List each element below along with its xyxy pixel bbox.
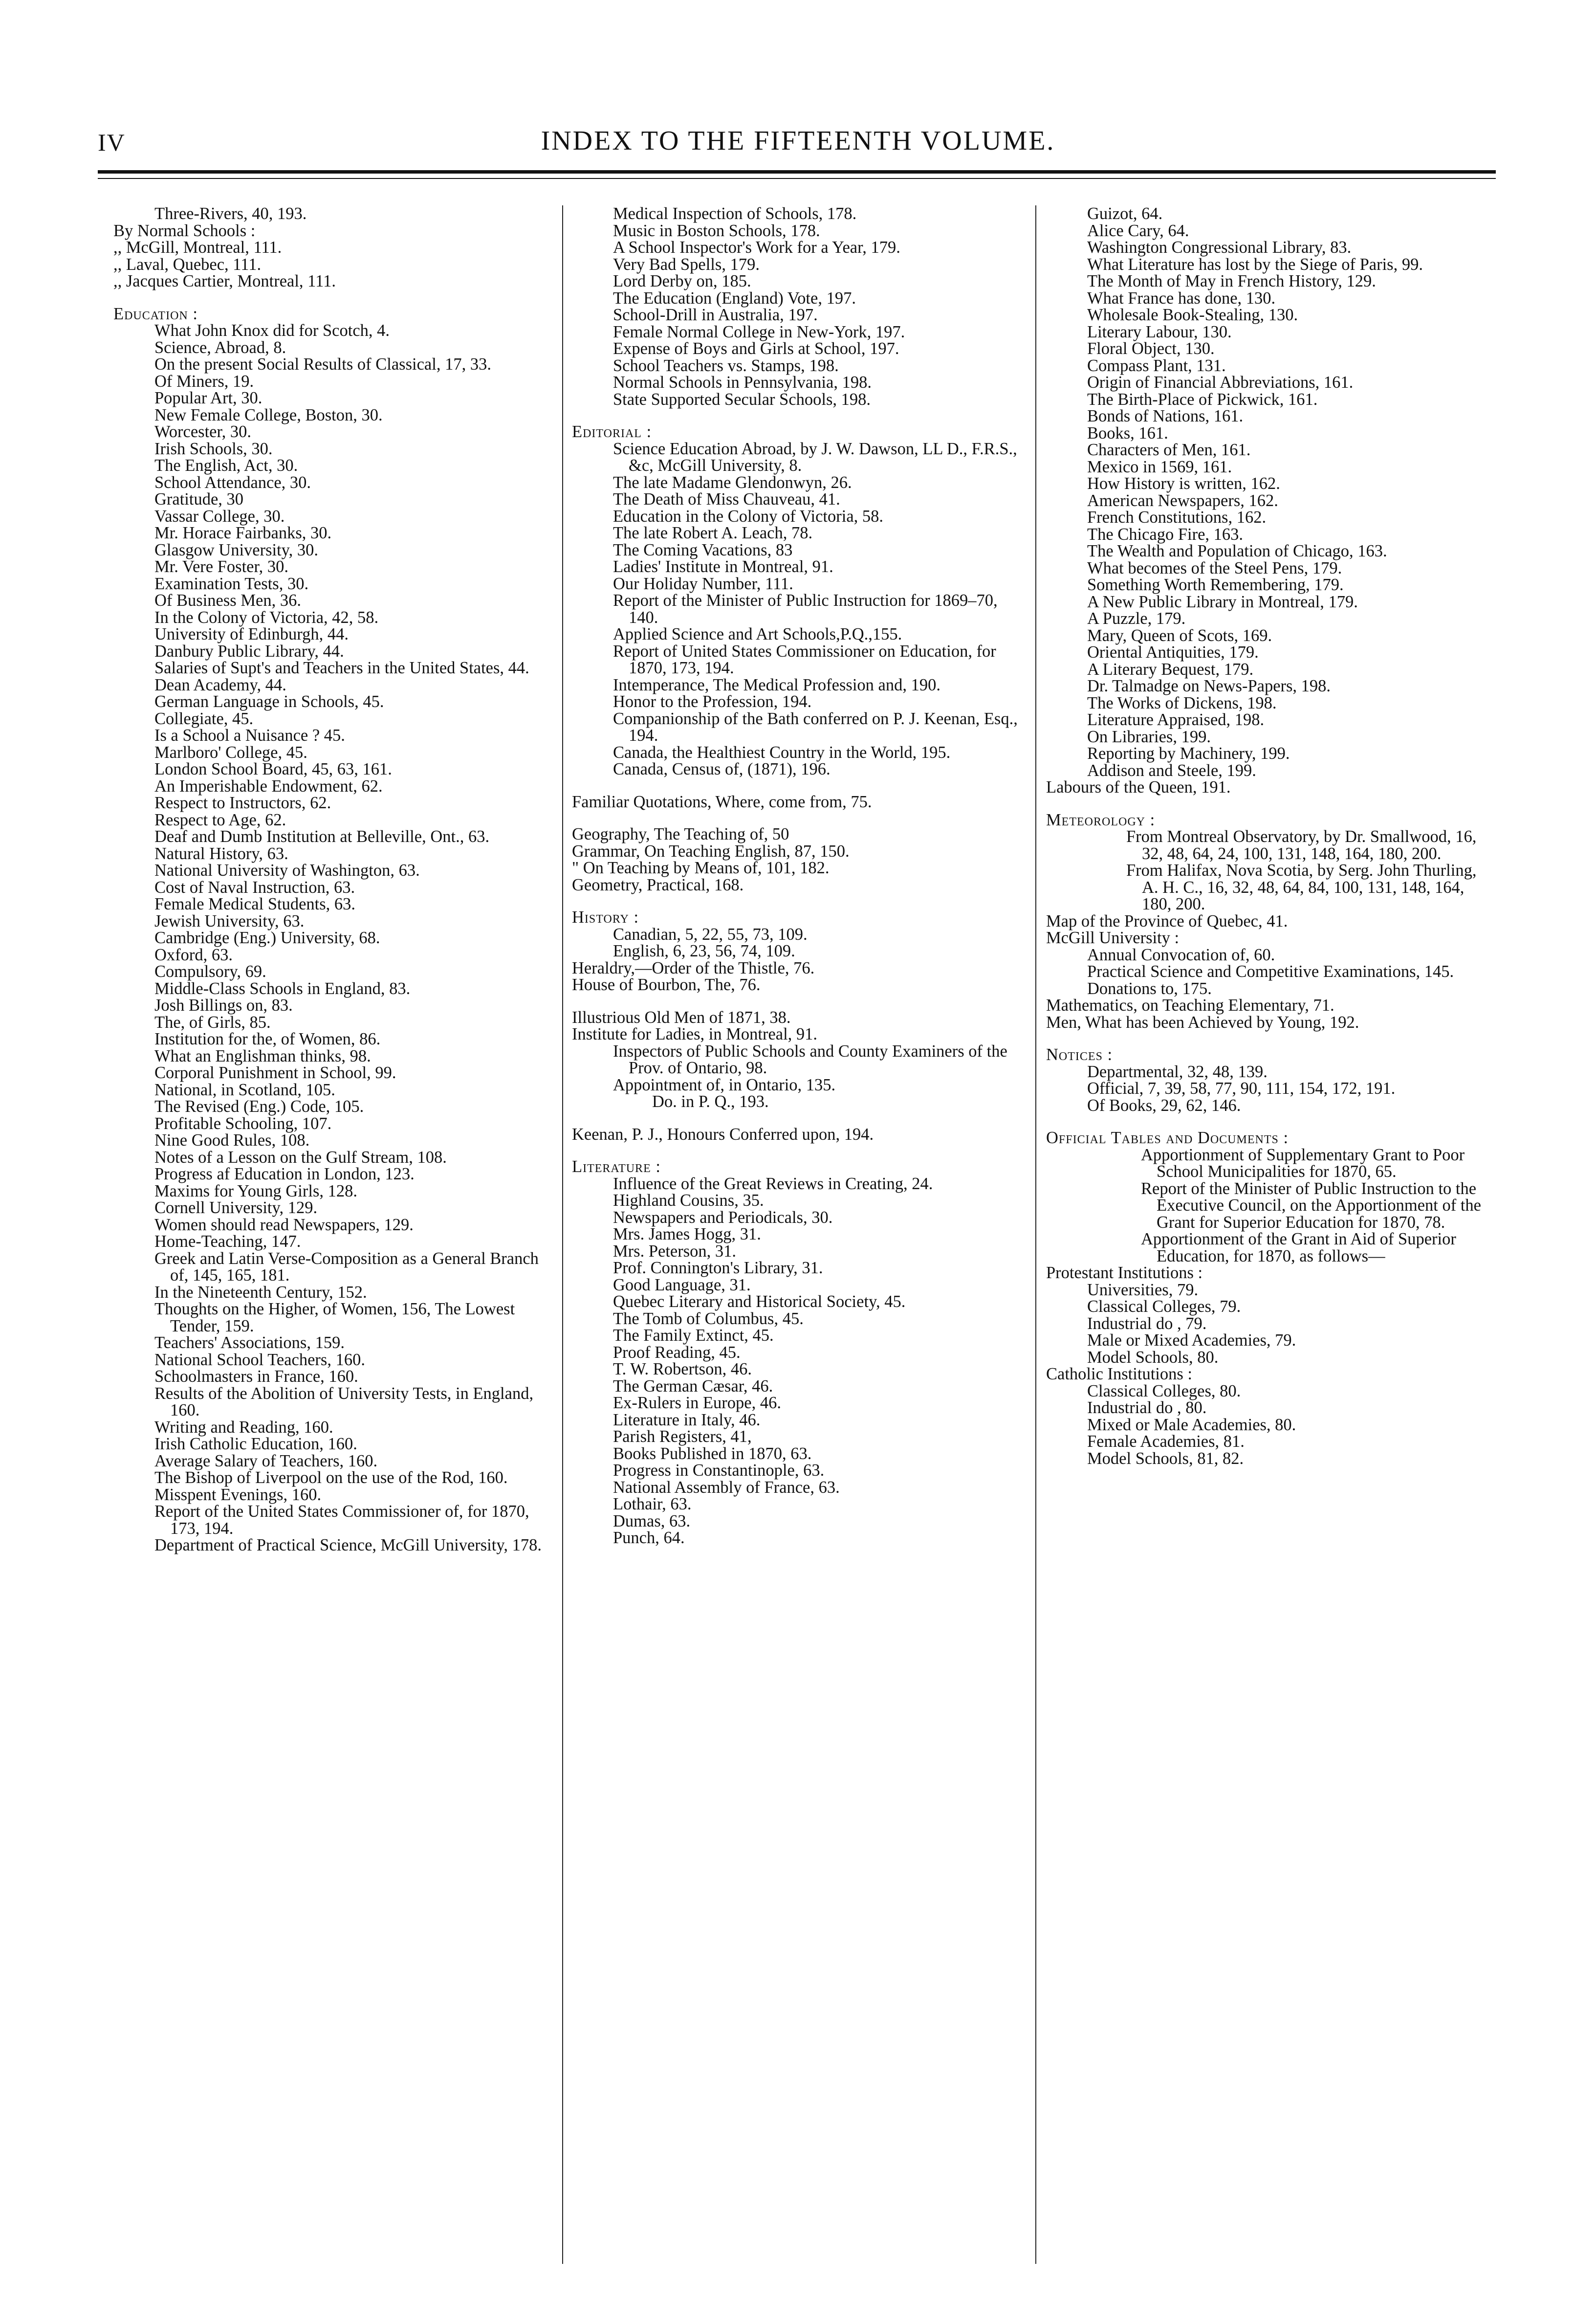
index-section-heading: Education : — [113, 304, 198, 323]
index-entry: Compass Plant, 131. — [1087, 356, 1226, 375]
index-entry: Science, Abroad, 8. — [154, 338, 286, 357]
index-entry: Marlboro' College, 45. — [154, 743, 307, 762]
index-entry: In the Nineteenth Century, 152. — [154, 1283, 367, 1302]
index-entry: Books, 161. — [1087, 423, 1168, 443]
index-entry: Intemperance, The Medical Profession and, 190. — [613, 675, 940, 694]
index-entry: The Death of Miss Chauveau, 41. — [613, 490, 840, 509]
index-entry: Female Academies, 81. — [1087, 1432, 1245, 1451]
index-entry: School Teachers vs. Stamps, 198. — [613, 356, 839, 375]
index-entry: Female Normal College in New-York, 197. — [613, 322, 905, 341]
index-entry: Maxims for Young Girls, 128. — [154, 1181, 357, 1200]
index-entry: Books Published in 1870, 63. — [613, 1444, 812, 1463]
index-entry: Industrial do , 80. — [1087, 1398, 1207, 1417]
index-section-heading: History : — [572, 908, 639, 927]
index-entry: Departmental, 32, 48, 139. — [1087, 1062, 1268, 1081]
index-entry: Mrs. James Hogg, 31. — [613, 1225, 761, 1243]
index-entry: Report of the Minister of Public Instruction to the Executive Council, on the Apportionment of the Grant for Superior Education for 1870, 78. — [1141, 1179, 1481, 1232]
index-entry: Cornell University, 129. — [154, 1198, 318, 1217]
index-entry: Mexico in 1569, 161. — [1087, 457, 1232, 476]
index-entry: Very Bad Spells, 179. — [613, 255, 760, 274]
index-entry: The Tomb of Columbus, 45. — [613, 1309, 804, 1328]
index-entry: Literature Appraised, 198. — [1087, 710, 1265, 729]
index-entry: Results of the Abolition of University Tests, in England, 160. — [154, 1384, 534, 1419]
index-entry: French Constitutions, 162. — [1087, 508, 1267, 527]
index-entry: Canadian, 5, 22, 55, 73, 109. — [613, 925, 808, 944]
index-section-heading: Meteorology : — [1046, 810, 1156, 829]
index-entry: Floral Object, 130. — [1087, 339, 1215, 358]
index-entry: The late Robert A. Leach, 78. — [613, 524, 813, 542]
index-entry: Institute for Ladies, in Montreal, 91. — [572, 1025, 818, 1043]
index-entry: What John Knox did for Scotch, 4. — [154, 321, 390, 340]
index-entry: Irish Catholic Education, 160. — [154, 1435, 357, 1453]
index-entry: In the Colony of Victoria, 42, 58. — [154, 608, 379, 627]
index-entry: Deaf and Dumb Institution at Belleville, Ont., 63. — [154, 827, 490, 846]
index-entry: Inspectors of Public Schools and County Examiners of the Prov. of Ontario, 98. — [613, 1041, 1007, 1077]
index-entry: Characters of Men, 161. — [1087, 441, 1251, 459]
index-entry: Official, 7, 39, 58, 77, 90, 111, 154, 172, 191. — [1087, 1079, 1396, 1098]
index-entry: National University of Washington, 63. — [154, 861, 420, 880]
index-entry: Middle-Class Schools in England, 83. — [154, 979, 411, 998]
index-entry: Natural History, 63. — [154, 844, 288, 863]
index-entry: Women should read Newspapers, 129. — [154, 1215, 414, 1234]
index-entry: Mr. Horace Fairbanks, 30. — [154, 524, 332, 542]
index-entry: Department of Practical Science, McGill University, 178. — [154, 1536, 542, 1554]
page-number: IV — [98, 129, 126, 156]
index-entry: Of Books, 29, 62, 146. — [1087, 1096, 1241, 1115]
index-entry: Popular Art, 30. — [154, 389, 262, 407]
index-entry: Proof Reading, 45. — [613, 1343, 741, 1362]
index-entry: New Female College, Boston, 30. — [154, 405, 383, 424]
index-entry: Alice Cary, 64. — [1087, 221, 1189, 240]
index-entry: Model Schools, 81, 82. — [1087, 1449, 1244, 1468]
index-entry: Literature in Italy, 46. — [613, 1410, 761, 1429]
index-entry: The Wealth and Population of Chicago, 163. — [1087, 542, 1387, 560]
index-entry: The Education (England) Vote, 197. — [613, 288, 856, 308]
index-section-heading: Literature : — [572, 1157, 661, 1176]
index-entry: Newspapers and Periodicals, 30. — [613, 1208, 833, 1227]
index-entry: Report of the Minister of Public Instruction for 1869–70, 140. — [613, 591, 998, 627]
index-entry: Universities, 79. — [1087, 1280, 1199, 1299]
index-entry: Model Schools, 80. — [1087, 1348, 1219, 1367]
index-entry: Institution for the, of Women, 86. — [154, 1030, 381, 1048]
column-divider — [1035, 205, 1036, 2264]
index-entry: State Supported Secular Schools, 198. — [613, 390, 871, 409]
index-entry: By Normal Schools : — [113, 221, 256, 240]
index-entry: Glasgow University, 30. — [154, 540, 319, 559]
index-entry: Literary Labour, 130. — [1087, 322, 1232, 341]
index-entry: American Newspapers, 162. — [1087, 491, 1278, 510]
index-entry: Compulsory, 69. — [154, 962, 266, 981]
index-entry: Male or Mixed Academies, 79. — [1087, 1331, 1296, 1350]
index-entry: Honor to the Profession, 194. — [613, 692, 812, 711]
index-entry: London School Board, 45, 63, 161. — [154, 760, 392, 778]
index-entry: Donations to, 175. — [1087, 979, 1212, 998]
index-entry: Bonds of Nations, 161. — [1087, 407, 1244, 425]
index-entry: Oxford, 63. — [154, 945, 233, 964]
index-entry: What France has done, 130. — [1087, 288, 1276, 308]
index-entry: Geometry, Practical, 168. — [572, 875, 744, 894]
index-entry: Progress in Constantinople, 63. — [613, 1461, 825, 1480]
index-entry: Mathematics, on Teaching Elementary, 71. — [1046, 996, 1334, 1015]
index-entry: The, of Girls, 85. — [154, 1013, 271, 1032]
index-entry: ,, Laval, Quebec, 111. — [113, 255, 262, 274]
index-entry: Heraldry,—Order of the Thistle, 76. — [572, 958, 815, 977]
index-entry: Schoolmasters in France, 160. — [154, 1367, 358, 1386]
index-entry: Quebec Literary and Historical Society, 45. — [613, 1292, 906, 1311]
index-section-heading: Editorial : — [572, 422, 652, 441]
index-entry: Of Business Men, 36. — [154, 591, 301, 610]
index-entry: Greek and Latin Verse-Composition as a General Branch of, 145, 165, 181. — [154, 1249, 539, 1285]
index-entry: Respect to Age, 62. — [154, 810, 286, 829]
index-entry: McGill University : — [1046, 929, 1180, 947]
index-entry: Report of the United States Commissioner of, for 1870, 173, 194. — [154, 1502, 529, 1538]
index-entry: Respect to Instructors, 62. — [154, 794, 331, 812]
index-column-1 — [113, 205, 553, 2276]
index-entry: Expense of Boys and Girls at School, 197. — [613, 339, 899, 358]
index-entry: Music in Boston Schools, 178. — [613, 221, 820, 240]
index-entry: Apportionment of Supplementary Grant to Poor School Municipalities for 1870, 65. — [1141, 1145, 1465, 1181]
index-entry: The Month of May in French History, 129. — [1087, 272, 1376, 290]
index-entry: Worcester, 30. — [154, 422, 251, 441]
index-entry: Mixed or Male Academies, 80. — [1087, 1415, 1296, 1434]
index-entry: Report of United States Commissioner on Education, for 1870, 173, 194. — [613, 642, 996, 677]
index-entry: University of Edinburgh, 44. — [154, 625, 349, 643]
index-entry: Annual Convocation of, 60. — [1087, 945, 1275, 964]
index-entry: Keenan, P. J., Honours Conferred upon, 194. — [572, 1125, 874, 1144]
header-rule-thick — [98, 170, 1496, 174]
index-entry: National Assembly of France, 63. — [613, 1478, 840, 1497]
index-entry: How History is written, 162. — [1087, 474, 1280, 493]
index-entry: Gratitude, 30 — [154, 490, 244, 509]
index-entry: Female Medical Students, 63. — [154, 895, 356, 913]
index-entry: Salaries of Supt's and Teachers in the United States, 44. — [154, 659, 529, 677]
index-entry: Misspent Evenings, 160. — [154, 1485, 322, 1504]
index-entry: Do. in P. Q., 193. — [652, 1092, 769, 1111]
index-entry: Profitable Schooling, 107. — [154, 1114, 332, 1133]
index-entry: Industrial do , 79. — [1087, 1314, 1207, 1333]
index-entry: Map of the Province of Quebec, 41. — [1046, 911, 1288, 930]
index-entry: Dumas, 63. — [613, 1511, 691, 1530]
index-entry: School-Drill in Australia, 197. — [613, 306, 818, 324]
index-entry: Science Education Abroad, by J. W. Dawson, LL D., F.R.S., &c, McGill University, 8. — [613, 439, 1017, 475]
index-entry: Danbury Public Library, 44. — [154, 642, 344, 661]
index-entry: A New Public Library in Montreal, 179. — [1087, 592, 1358, 611]
index-entry: Dr. Talmadge on News-Papers, 198. — [1087, 677, 1331, 695]
index-entry: What an Englishman thinks, 98. — [154, 1046, 371, 1065]
index-entry: Ex-Rulers in Europe, 46. — [613, 1394, 781, 1412]
index-entry: Our Holiday Number, 111. — [613, 574, 793, 593]
index-entry: German Language in Schools, 45. — [154, 692, 384, 711]
index-entry: Familiar Quotations, Where, come from, 75. — [572, 792, 872, 811]
index-entry: An Imperishable Endowment, 62. — [154, 776, 383, 796]
index-entry: Protestant Institutions : — [1046, 1263, 1203, 1282]
index-entry: Geography, The Teaching of, 50 — [572, 825, 789, 843]
index-entry: Wholesale Book-Stealing, 130. — [1087, 306, 1298, 324]
index-entry: On the present Social Results of Classical, 17, 33. — [154, 355, 491, 374]
column-divider — [562, 205, 563, 2264]
index-entry: House of Bourbon, The, 76. — [572, 975, 761, 994]
index-entry: Catholic Institutions : — [1046, 1365, 1192, 1383]
index-entry: Grammar, On Teaching English, 87, 150. — [572, 842, 850, 861]
index-entry: Origin of Financial Abbreviations, 161. — [1087, 373, 1354, 392]
index-entry: Illustrious Old Men of 1871, 38. — [572, 1008, 791, 1027]
index-entry: Writing and Reading, 160. — [154, 1418, 333, 1437]
index-entry: Education in the Colony of Victoria, 58. — [613, 507, 884, 526]
index-entry: Lord Derby on, 185. — [613, 272, 751, 290]
index-entry: Josh Billings on, 83. — [154, 996, 293, 1015]
index-entry: National, in Scotland, 105. — [154, 1080, 335, 1099]
index-entry: Prof. Connington's Library, 31. — [613, 1259, 823, 1277]
index-entry: Applied Science and Art Schools,P.Q.,155. — [613, 625, 902, 643]
index-entry: Parish Registers, 41, — [613, 1427, 752, 1446]
index-entry: Mr. Vere Foster, 30. — [154, 557, 288, 576]
index-entry: The English, Act, 30. — [154, 456, 298, 475]
index-entry: Irish Schools, 30. — [154, 439, 273, 458]
index-entry: Highland Cousins, 35. — [613, 1191, 764, 1210]
index-entry: Influence of the Great Reviews in Creating, 24. — [613, 1174, 933, 1193]
index-entry: The Birth-Place of Pickwick, 161. — [1087, 390, 1318, 409]
index-entry: National School Teachers, 160. — [154, 1350, 365, 1369]
index-entry: Thoughts on the Higher, of Women, 156, The Lowest Tender, 159. — [154, 1300, 515, 1335]
index-entry: From Halifax, Nova Scotia, by Serg. John Thurling, A. H. C., 16, 32, 48, 64, 84, 100, 131, 148, 164, 180, 200. — [1126, 861, 1477, 913]
index-entry: The late Madame Glendonwyn, 26. — [613, 473, 852, 492]
index-entry: Corporal Punishment in School, 99. — [154, 1063, 396, 1082]
index-entry: Mary, Queen of Scots, 169. — [1087, 626, 1272, 645]
header-rule-thin — [98, 178, 1496, 179]
index-entry: Lothair, 63. — [613, 1495, 692, 1513]
index-entry: What Literature has lost by the Siege of Paris, 99. — [1087, 255, 1423, 274]
index-entry: T. W. Robertson, 46. — [613, 1360, 752, 1378]
index-entry: Collegiate, 45. — [154, 709, 254, 728]
index-entry: Companionship of the Bath conferred on P. J. Keenan, Esq., 194. — [613, 709, 1018, 745]
index-entry: Ladies' Institute in Montreal, 91. — [613, 557, 833, 576]
index-entry: Notes of a Lesson on the Gulf Stream, 108. — [154, 1148, 447, 1167]
index-entry: Classical Colleges, 80. — [1087, 1381, 1241, 1400]
index-entry: On Libraries, 199. — [1087, 727, 1211, 746]
index-entry: The Revised (Eng.) Code, 105. — [154, 1097, 364, 1116]
index-entry: Vassar College, 30. — [154, 507, 285, 526]
index-entry: Appointment of, in Ontario, 135. — [613, 1075, 836, 1094]
index-entry: Normal Schools in Pennsylvania, 198. — [613, 373, 872, 392]
index-entry: Is a School a Nuisance ? 45. — [154, 726, 345, 745]
index-entry: The Coming Vacations, 83 — [613, 540, 793, 559]
index-entry: Punch, 64. — [613, 1529, 685, 1547]
index-entry: The Family Extinct, 45. — [613, 1326, 774, 1345]
index-entry: Mrs. Peterson, 31. — [613, 1241, 737, 1261]
index-entry: Progress af Education in London, 123. — [154, 1165, 415, 1183]
index-entry: Classical Colleges, 79. — [1087, 1297, 1241, 1316]
index-entry: A Puzzle, 179. — [1087, 609, 1186, 628]
index-column-2 — [572, 205, 1022, 2276]
index-entry: School Attendance, 30. — [154, 473, 311, 492]
index-entry: Washington Congressional Library, 83. — [1087, 238, 1352, 257]
index-entry: A Literary Bequest, 179. — [1087, 660, 1254, 679]
index-entry: Canada, the Healthiest Country in the World, 195. — [613, 743, 951, 762]
index-entry: Cost of Naval Instruction, 63. — [154, 878, 355, 897]
index-entry: Practical Science and Competitive Examinations, 145. — [1087, 962, 1454, 981]
index-entry: Guizot, 64. — [1087, 204, 1163, 223]
page-title: INDEX TO THE FIFTEENTH VOLUME. — [541, 126, 1055, 156]
index-entry: Jewish University, 63. — [154, 911, 305, 930]
index-entry: What becomes of the Steel Pens, 179. — [1087, 558, 1342, 577]
index-entry: Addison and Steele, 199. — [1087, 761, 1256, 780]
index-entry: Average Salary of Teachers, 160. — [154, 1451, 378, 1470]
index-entry: Oriental Antiquities, 179. — [1087, 643, 1259, 662]
index-entry: The Works of Dickens, 198. — [1087, 693, 1277, 712]
index-entry: Of Miners, 19. — [154, 372, 254, 391]
index-entry: English, 6, 23, 56, 74, 109. — [613, 942, 795, 960]
index-entry: Canada, Census of, (1871), 196. — [613, 760, 831, 778]
index-entry: Examination Tests, 30. — [154, 574, 309, 593]
index-entry: From Montreal Observatory, by Dr. Smallwood, 16, 32, 48, 64, 24, 100, 131, 148, 164, 180, 200. — [1126, 827, 1477, 863]
index-entry: Home-Teaching, 147. — [154, 1232, 301, 1251]
index-entry: Nine Good Rules, 108. — [154, 1131, 310, 1150]
index-entry: Three-Rivers, 40, 193. — [154, 204, 307, 223]
index-entry: Dean Academy, 44. — [154, 675, 286, 694]
index-entry: " On Teaching by Means of, 101, 182. — [572, 859, 830, 877]
index-entry: Reporting by Machinery, 199. — [1087, 744, 1290, 763]
index-column-3 — [1046, 205, 1496, 2276]
index-entry: A School Inspector's Work for a Year, 179. — [613, 238, 900, 257]
index-section-heading: Notices : — [1046, 1045, 1113, 1064]
index-entry: The German Cæsar, 46. — [613, 1376, 773, 1396]
index-entry: Something Worth Remembering, 179. — [1087, 576, 1344, 594]
index-entry: Cambridge (Eng.) University, 68. — [154, 929, 380, 947]
index-entry: ,, Jacques Cartier, Montreal, 111. — [113, 272, 336, 290]
index-entry: The Chicago Fire, 163. — [1087, 525, 1244, 544]
index-entry: Labours of the Queen, 191. — [1046, 778, 1231, 797]
index-section-heading: Official Tables and Documents : — [1046, 1129, 1289, 1147]
index-entry: Apportionment of the Grant in Aid of Superior Education, for 1870, as follows— — [1141, 1230, 1456, 1265]
index-entry: Men, What has been Achieved by Young, 192. — [1046, 1013, 1359, 1032]
index-entry: ,, McGill, Montreal, 111. — [113, 238, 282, 257]
index-entry: Teachers' Associations, 159. — [154, 1333, 345, 1352]
index-entry: The Bishop of Liverpool on the use of the Rod, 160. — [154, 1468, 508, 1487]
index-entry: Medical Inspection of Schools, 178. — [613, 204, 857, 223]
index-entry: Good Language, 31. — [613, 1275, 751, 1294]
